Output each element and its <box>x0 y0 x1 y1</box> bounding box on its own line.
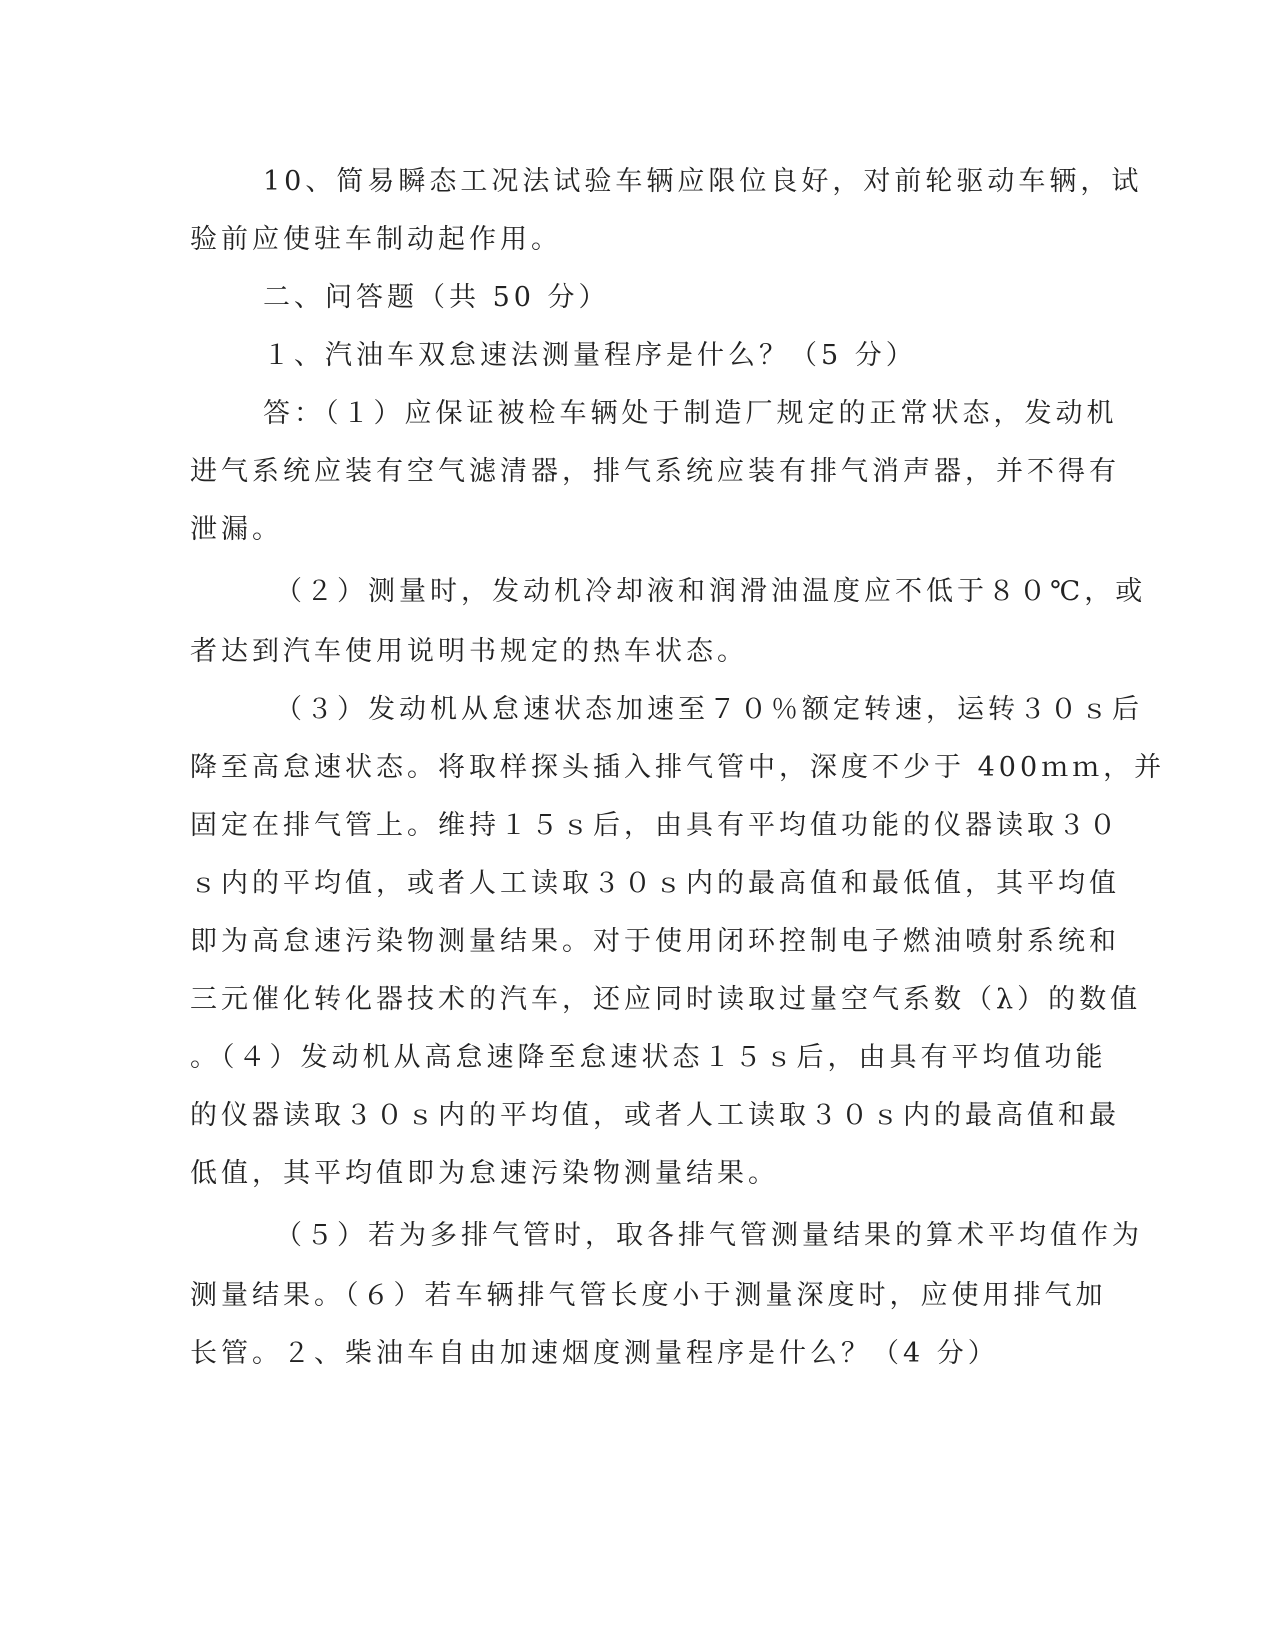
answer-line-6: （３）发动机从怠速状态加速至７０％额定转速，运转３０ｓ后 <box>275 694 1143 725</box>
answer-line-4: （２）测量时，发动机冷却液和润滑油温度应不低于８０℃，或 <box>275 576 1147 607</box>
answer-line-11: 三元催化转化器技术的汽车，还应同时读取过量空气系数（λ）的数值 <box>190 984 1142 1015</box>
answer-line-7: 降至高怠速状态。将取样探头插入排气管中，深度不少于 400ｍｍ，并 <box>190 752 1166 783</box>
answer-line-1: 答：（１）应保证被检车辆处于制造厂规定的正常状态，发动机 <box>263 398 1118 429</box>
answer-line-15: （５）若为多排气管时，取各排气管测量结果的算术平均值作为 <box>275 1220 1143 1251</box>
answer-line-13: 的仪器读取３０ｓ内的平均值，或者人工读取３０ｓ内的最高值和最 <box>190 1100 1120 1131</box>
answer-line-10: 即为高怠速污染物测量结果。对于使用闭环控制电子燃油喷射系统和 <box>190 926 1120 957</box>
answer-line-16: 测量结果。（６）若车辆排气管长度小于测量深度时，应使用排气加 <box>190 1280 1107 1311</box>
answer-line-14: 低值，其平均值即为怠速污染物测量结果。 <box>190 1158 779 1189</box>
section-heading: 二、问答题（共 50 分） <box>263 282 610 313</box>
answer-line-9: ｓ内的平均值，或者人工读取３０ｓ内的最高值和最低值，其平均值 <box>190 868 1120 899</box>
answer-line-12: 。（４）发动机从高怠速降至怠速状态１５ｓ后，由具有平均值功能 <box>190 1042 1107 1073</box>
answer-line-17: 长管。２、柴油车自由加速烟度测量程序是什么？（4 分） <box>190 1338 999 1369</box>
text-line-q10-cont: 验前应使驻车制动起作用。 <box>190 224 562 255</box>
answer-line-3: 泄漏。 <box>190 514 283 545</box>
text-line-q10: 10、简易瞬态工况法试验车辆应限位良好，对前轮驱动车辆，试 <box>263 166 1143 197</box>
answer-line-5: 者达到汽车使用说明书规定的热车状态。 <box>190 636 748 667</box>
answer-line-2: 进气系统应装有空气滤清器，排气系统应装有排气消声器，并不得有 <box>190 456 1120 487</box>
question-1-title: １、汽油车双怠速法测量程序是什么？（5 分） <box>263 340 917 371</box>
answer-line-8: 固定在排气管上。维持１５ｓ后，由具有平均值功能的仪器读取３０ <box>190 810 1120 841</box>
